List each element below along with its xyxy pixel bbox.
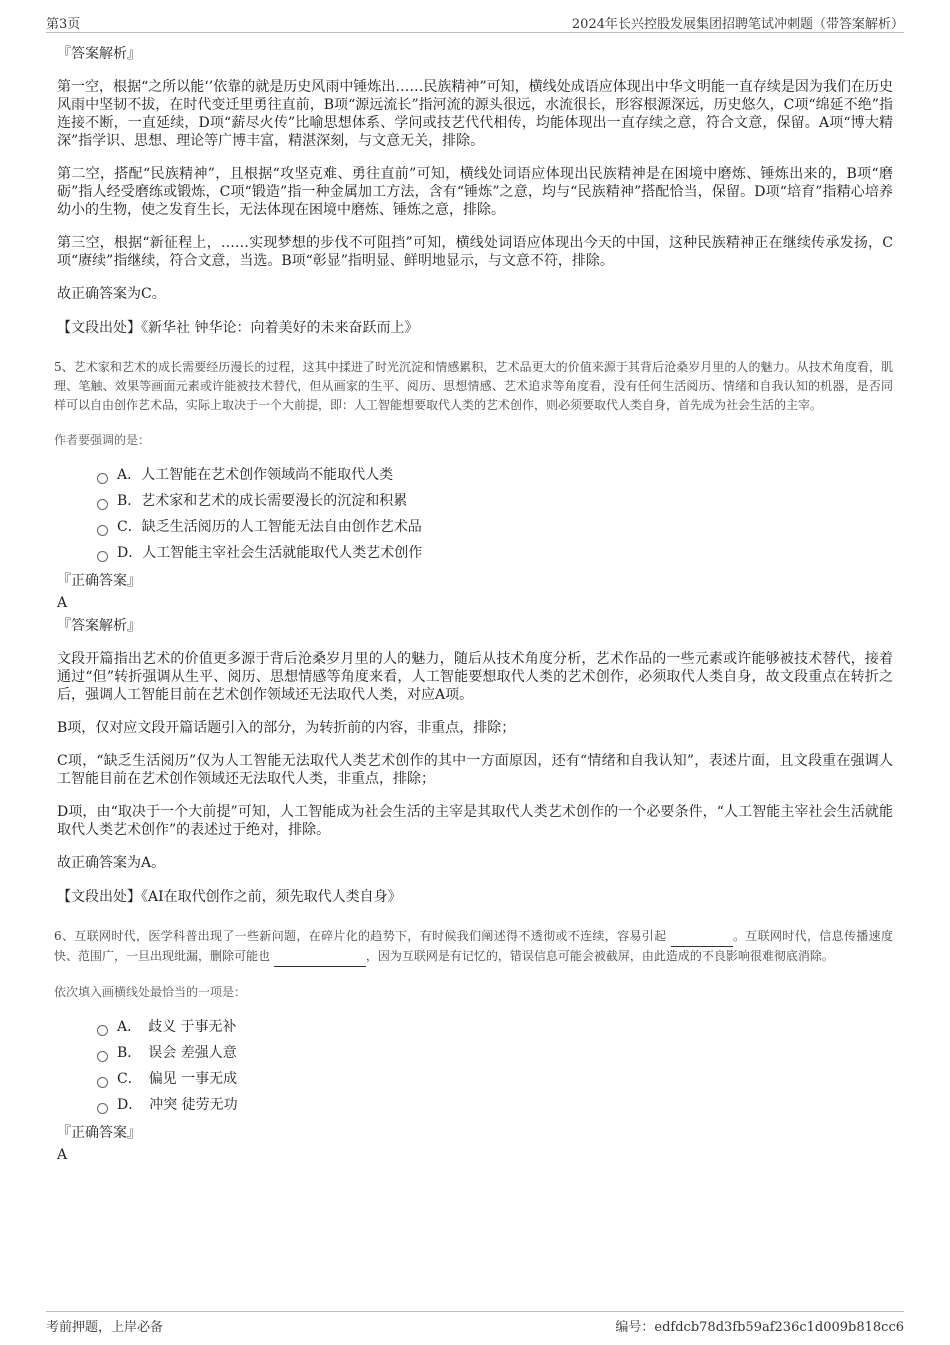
q5-explain-para: B项，仅对应文段开篇话题引入的部分，为转折前的内容，非重点，排除； bbox=[57, 720, 516, 736]
q5-answer-tag: 『正确答案』 bbox=[57, 573, 141, 589]
radio-icon[interactable] bbox=[97, 551, 108, 562]
q6-option-b[interactable]: B． 误会 差强人意 bbox=[97, 1040, 893, 1066]
radio-icon[interactable] bbox=[97, 473, 108, 484]
q5-explain-para: D项，由“取决于一个大前提”可知，人工智能成为社会生活的主宰是其取代人类艺术创作的一个必要条件，“人工智能主宰社会生活就能取代人类艺术创作”的表述过于绝对，排除。 bbox=[57, 804, 893, 838]
page-content bbox=[54, 44, 893, 1168]
q6-answer-tag: 『正确答案』 bbox=[57, 1125, 141, 1141]
q4-explain-para: 第二空，搭配“民族精神”，且根据“攻坚克难、勇往直前”可知，横线处词语应体现出民族精神是在困境中磨炼、锤炼出来的，B项“磨砺”指人经受磨练或锻炼，C项“锻造”指一种金属加工方法，含有“锤炼”之意，均与“民族精神”搭配恰当，保留。D项“培育”指精心培养幼小的生物，使之发育生长，无法体现在困境中磨炼、锤炼之意，排除。 bbox=[57, 166, 893, 218]
q5-explain-tag: 『答案解析』 bbox=[57, 618, 141, 634]
page-footer bbox=[46, 1311, 904, 1336]
q4-explain-tag: 『答案解析』 bbox=[57, 46, 141, 62]
q6-option-a[interactable]: A． 歧义 于事无补 bbox=[97, 1014, 893, 1040]
q5-explain-para: C项，“缺乏生活阅历”仅为人工智能无法取代人类艺术创作的其中一方面原因，还有“情绪和自我认知”，表述片面，且文段重在强调人工智能目前在艺术创作领域还无法取代人类，非重点，排除； bbox=[57, 753, 893, 787]
q6-option-d[interactable]: D． 冲突 徒劳无功 bbox=[97, 1092, 893, 1118]
q4-conclusion: 故正确答案为C。 bbox=[57, 286, 166, 302]
q5-options bbox=[97, 462, 893, 566]
document-title: 2024年长兴控股发展集团招聘笔试冲刺题（带答案解析） bbox=[571, 17, 904, 32]
radio-icon[interactable] bbox=[97, 525, 108, 536]
q4-source: 【文段出处】《新华社 钟华论：向着美好的未来奋跃而上》 bbox=[57, 320, 419, 336]
q5-option-d[interactable]: D．人工智能主宰社会生活就能取代人类艺术创作 bbox=[97, 540, 893, 566]
q5-answer: A bbox=[57, 595, 68, 611]
q5-option-c[interactable]: C．缺乏生活阅历的人工智能无法自由创作艺术品 bbox=[97, 514, 893, 540]
q4-explain-para: 第一空，根据“之所以能‘’依靠的就是历史风雨中锤炼出……民族精神”可知，横线处成语应体现出中华文明能一直存续是因为我们在历史风雨中坚韧不拔，在时代变迁里勇往直前，B项“源远流长”指河流的源头很远，水流很长，形容根源深远，历史悠久，C项“绵延不绝”指连接不断，一直延续，D项“薪尽火传”比喻思想体系、学问或技艺代代相传，均能体现出一直存续之意，符合文意，保留。A项“博大精深”指学识、思想、理论等广博丰富，精湛深刻，与文意无关，排除。 bbox=[57, 79, 893, 149]
fill-blank bbox=[671, 927, 733, 947]
radio-icon[interactable] bbox=[97, 1051, 108, 1062]
q6-stem: 依次填入画横线处最恰当的一项是： bbox=[54, 985, 247, 999]
page-number: 第3页 bbox=[46, 17, 81, 32]
q6-options bbox=[97, 1014, 893, 1118]
fill-blank bbox=[274, 947, 366, 967]
page-header bbox=[46, 12, 904, 33]
q5-stem: 作者要强调的是： bbox=[54, 433, 151, 447]
q5-explain-para: 文段开篇指出艺术的价值更多源于背后沧桑岁月里的人的魅力，随后从技术角度分析，艺术作品的一些元素或许能够被技术替代，接着通过“但”转折强调从生平、阅历、思想情感等角度来看，人工智能要想取代人类的艺术创作，必须取代人类自身，故文段重点在转折之后，强调人工智能目前在艺术创作领域还无法取代人类，对应A项。 bbox=[57, 651, 893, 703]
radio-icon[interactable] bbox=[97, 499, 108, 510]
q6-answer: A bbox=[57, 1147, 68, 1163]
q6-option-c[interactable]: C． 偏见 一事无成 bbox=[97, 1066, 893, 1092]
radio-icon[interactable] bbox=[97, 1077, 108, 1088]
footer-slogan: 考前押题，上岸必备 bbox=[46, 1320, 164, 1335]
radio-icon[interactable] bbox=[97, 1103, 108, 1114]
q5-conclusion: 故正确答案为A。 bbox=[57, 855, 166, 871]
document-id: 编号：edfdcb78d3fb59af236c1d009b818cc6 bbox=[615, 1320, 904, 1335]
q5-option-a[interactable]: A．人工智能在艺术创作领域尚不能取代人类 bbox=[97, 462, 893, 488]
q5-source: 【文段出处】《AI在取代创作之前，须先取代人类自身》 bbox=[57, 889, 402, 905]
q5-option-b[interactable]: B．艺术家和艺术的成长需要漫长的沉淀和积累 bbox=[97, 488, 893, 514]
q5-question: 5、艺术家和艺术的成长需要经历漫长的过程，这其中揉进了时光沉淀和情感累积，艺术品更大的价值来源于其背后沧桑岁月里的人的魅力。从技术角度看，肌理、笔触、效果等画面元素或许能被技术替代，但从画家的生平、阅历、思想情感、艺术追求等角度看，没有任何生活阅历、情绪和自我认知的机器，是否同样可以自由创作艺术品，实际上取决于一个大前提，即：人工智能想要取代人类的艺术创作，则必须要取代人类自身，首先成为社会生活的主宰。 bbox=[54, 360, 893, 412]
q4-explain-para: 第三空，根据“新征程上，……实现梦想的步伐不可阻挡”可知，横线处词语应体现出今天的中国，这种民族精神正在继续传承发扬，C项“赓续”指继续，符合文意，当选。B项“彰显”指明显、鲜明地显示，与文意不符，排除。 bbox=[57, 235, 893, 269]
q6-question: 6、互联网时代，医学科普出现了一些新问题，在碎片化的趋势下，有时候我们阐述得不透彻或不连续，容易引起 。互联网时代，信息传播速度快、范围广，一旦出现纰漏，删除可能也 ，因为互联网是有记忆的，错误信息可能会被截屏，由此造成的不良影响很难彻底消除。 bbox=[54, 927, 893, 967]
radio-icon[interactable] bbox=[97, 1025, 108, 1036]
